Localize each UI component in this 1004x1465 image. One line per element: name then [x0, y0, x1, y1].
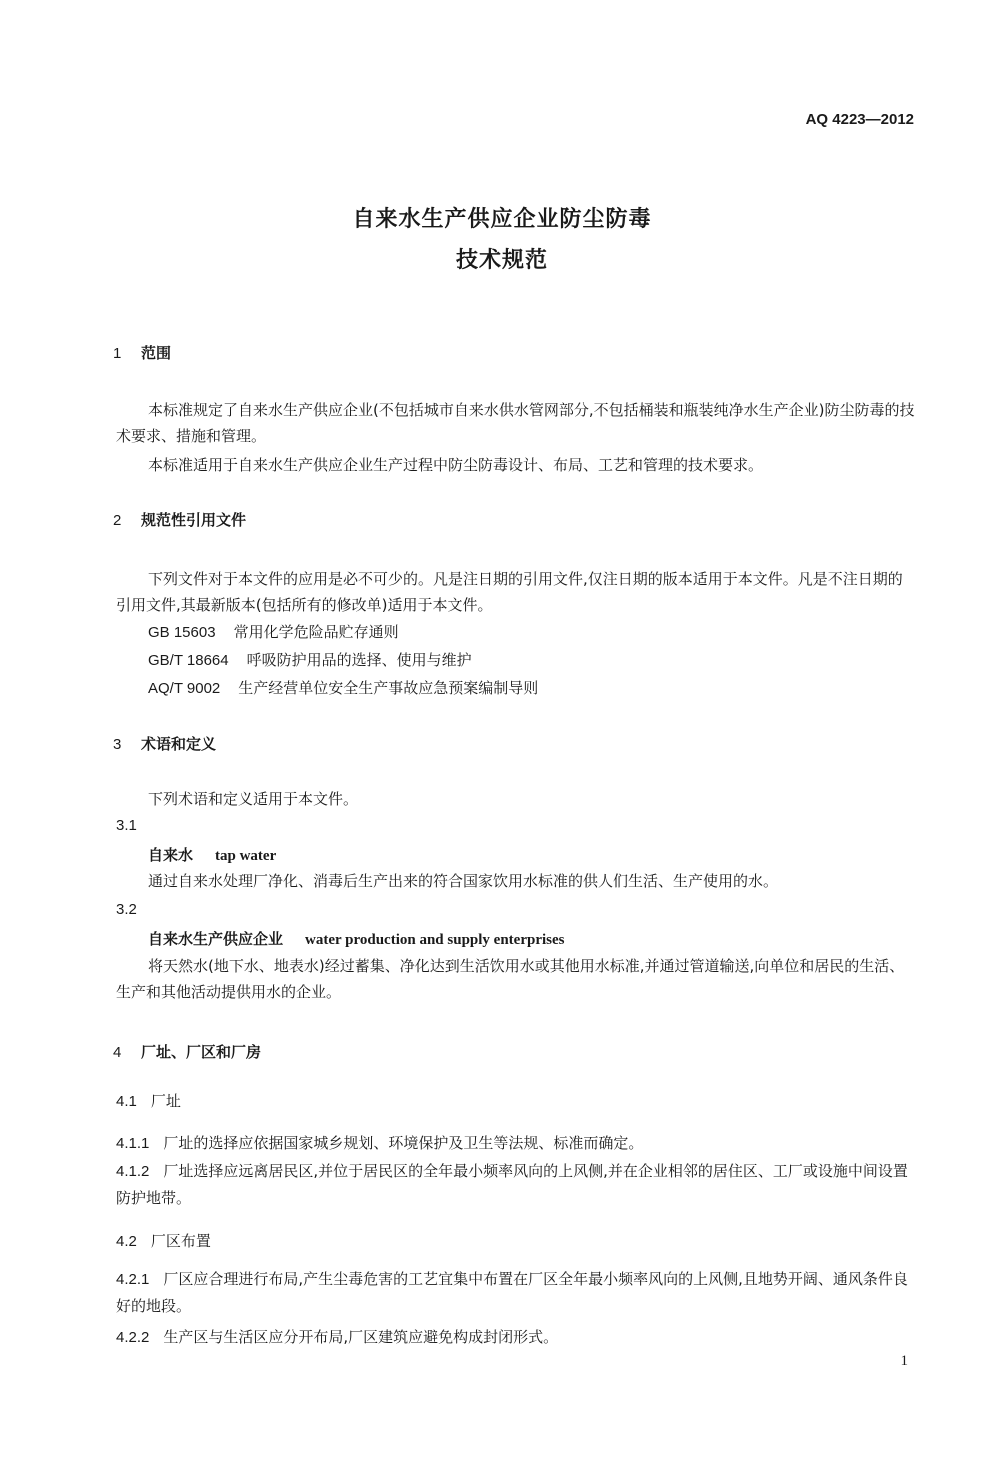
paragraph: 本标准规定了自来水生产供应企业(不包括城市自来水供水管网部分,不包括桶装和瓶装纯净水生产企业)防尘防毒的技术要求、措施和管理。: [116, 401, 915, 445]
reference-code: AQ/T 9002: [148, 680, 221, 697]
clause-text: 厂址的选择应依据国家城乡规划、环境保护及卫生等法规、标准而确定。: [163, 1134, 644, 1152]
clause-text: 厂区应合理进行布局,产生尘毒危害的工艺宜集中布置在厂区全年最小频率风向的上风侧,且地势开阔、通风条件良好的地段。: [116, 1270, 908, 1315]
document-title-line2: 技术规范: [455, 248, 548, 273]
term-english: tap water: [215, 848, 277, 864]
clause-number: 4.2.1: [116, 1271, 150, 1288]
term-definition: 通过自来水处理厂净化、消毒后生产出来的符合国家饮用水标准的供人们生活、生产使用的水。: [148, 872, 779, 890]
section-number: 3: [113, 736, 122, 753]
clause: [116, 1266, 916, 1319]
subsection-4-1-heading: [116, 1090, 181, 1111]
reference-title: 常用化学危险品贮存通则: [233, 623, 399, 641]
section-number: 4: [113, 1044, 122, 1061]
reference-code: GB/T 18664: [148, 652, 229, 669]
subsection-title: 厂区布置: [150, 1232, 211, 1250]
term-entry: [148, 928, 565, 949]
section-number: 1: [113, 345, 122, 362]
paragraph: 本标准适用于自来水生产供应企业生产过程中防尘防毒设计、布局、工艺和管理的技术要求。: [148, 456, 764, 474]
section-4-heading: [113, 1041, 261, 1062]
section-title: 厂址、厂区和厂房: [141, 1043, 262, 1061]
clause-number: 4.2.2: [116, 1329, 150, 1346]
reference-code: GB 15603: [148, 624, 216, 641]
term-number: 3.1: [116, 817, 137, 834]
paragraph: 下列文件对于本文件的应用是必不可少的。凡是注日期的引用文件,仅注日期的版本适用于本文件。凡是不注日期的引用文件,其最新版本(包括所有的修改单)适用于本文件。: [116, 570, 903, 614]
subsection-4-2-heading: [116, 1230, 211, 1251]
reference-title: 生产经营单位安全生产事故应急预案编制导则: [238, 679, 539, 697]
paragraph: 下列术语和定义适用于本文件。: [148, 790, 359, 808]
reference-item: [148, 619, 399, 646]
standard-number: AQ 4223—2012: [805, 111, 914, 128]
section-3-heading: [113, 733, 216, 754]
page-number: 1: [900, 1353, 908, 1369]
reference-item: [148, 647, 472, 674]
section-2-heading: [113, 509, 246, 530]
term-number: 3.2: [116, 901, 137, 918]
document-title-line1: 自来水生产供应企业防尘防毒: [352, 207, 652, 232]
reference-title: 呼吸防护用品的选择、使用与维护: [246, 651, 472, 669]
subsection-title: 厂址: [150, 1092, 181, 1110]
term-chinese: 自来水生产供应企业: [148, 930, 284, 948]
section-number: 2: [113, 512, 122, 529]
clause-number: 4.1.2: [116, 1163, 150, 1180]
clause: [116, 1158, 916, 1211]
clause-number: 4.1.1: [116, 1135, 150, 1152]
reference-item: [148, 675, 538, 702]
section-title: 规范性引用文件: [141, 511, 247, 529]
clause: [116, 1130, 643, 1157]
term-definition: 将天然水(地下水、地表水)经过蓄集、净化达到生活饮用水或其他用水标准,并通过管道输送,向单位和居民的生活、生产和其他活动提供用水的企业。: [116, 957, 905, 1001]
term-chinese: 自来水: [148, 846, 194, 864]
term-entry: [148, 844, 276, 865]
clause-text: 生产区与生活区应分开布局,厂区建筑应避免构成封闭形式。: [163, 1328, 559, 1346]
section-1-heading: [113, 342, 171, 363]
subsection-number: 4.2: [116, 1233, 137, 1250]
subsection-number: 4.1: [116, 1093, 137, 1110]
clause: [116, 1324, 558, 1351]
clause-text: 厂址选择应远离居民区,并位于居民区的全年最小频率风向的上风侧,并在企业相邻的居住区、工厂或设施中间设置防护地带。: [116, 1162, 908, 1207]
section-title: 术语和定义: [141, 735, 217, 753]
section-title: 范围: [141, 344, 172, 362]
term-english: water production and supply enterprises: [305, 932, 565, 948]
